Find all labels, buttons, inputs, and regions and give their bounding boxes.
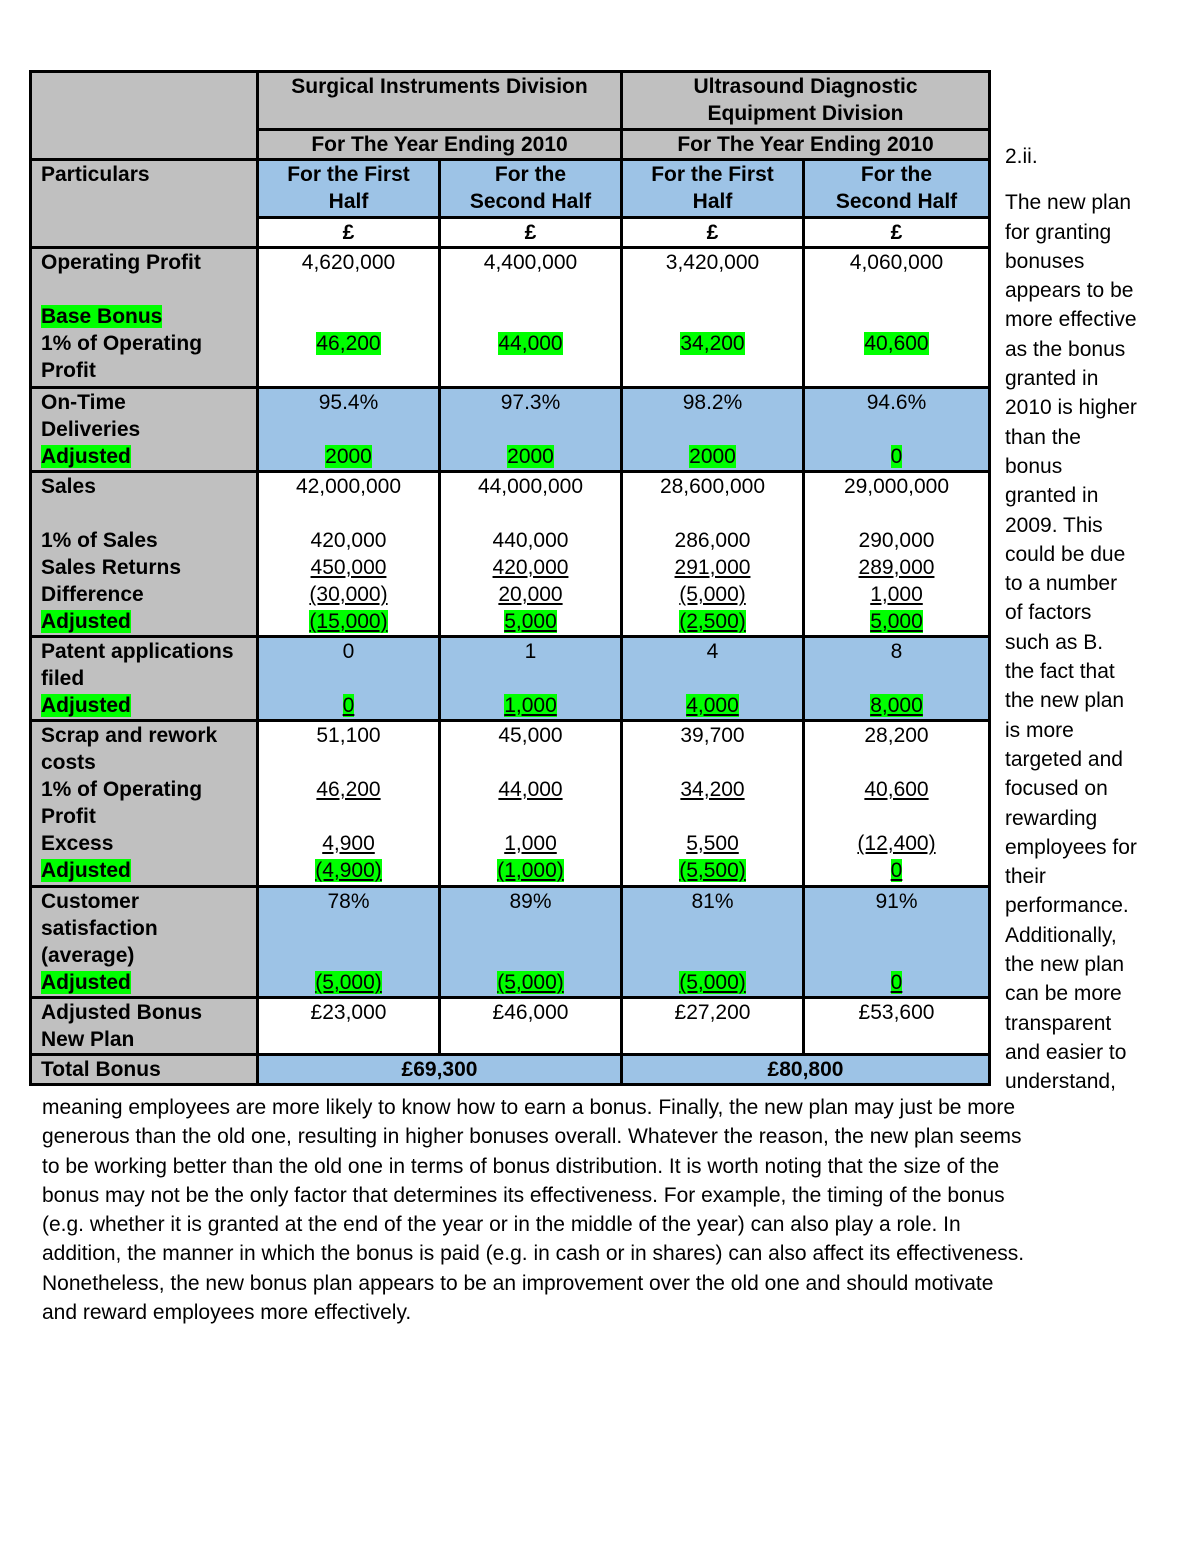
side-text-line: their [1005,865,1046,889]
header-division-row [31,72,990,130]
bottom-text-line: addition, the manner in which the bonus is paid (e.g. in cash or in shares) can also affect its effectiveness. [42,1242,1025,1266]
table-cell: 44,000,000 440,000 420,000 20,000 5,000 [440,472,622,637]
table-cell: 4,400,000 44,000 [440,248,622,388]
side-text-line: of factors [1005,601,1092,625]
side-text-line: the fact that [1005,660,1115,684]
table-cell: 4,620,000 46,200 [258,248,440,388]
table-cell: 78% (5,000) [258,887,440,998]
side-text-line: 2010 is higher [1005,396,1137,420]
side-text-line: is more [1005,718,1074,742]
division-2-name: Ultrasound Diagnostic Equipment Division [622,72,990,130]
operating-profit-row [31,248,990,388]
side-text-line: the new plan [1005,953,1125,977]
sales-label: Sales 1% of Sales Sales Returns Difference Adjusted [31,472,258,637]
scrap-rework-label: Scrap and rework costs 1% of Operating Profit Excess Adjusted [31,721,258,887]
total-bonus-division-1: £69,300 [258,1055,622,1085]
currency-label: £ [622,218,804,248]
table-cell: 97.3% 2000 [440,388,622,472]
table-cell: 8 8,000 [804,637,990,721]
table-cell: £46,000 [440,998,622,1055]
currency-label: £ [440,218,622,248]
on-time-deliveries-label: On-Time Deliveries Adjusted [31,388,258,472]
period-header: For the Second Half [804,160,990,218]
side-text-line: more effective [1005,308,1137,332]
table-cell: 39,700 34,200 5,500 (5,500) [622,721,804,887]
currency-label: £ [258,218,440,248]
scrap-rework-row [31,721,990,887]
side-text-line: for granting [1005,220,1112,244]
on-time-deliveries-row [31,388,990,472]
currency-label: £ [804,218,990,248]
table-cell: 91% 0 [804,887,990,998]
side-text-line: such as B. [1005,630,1104,654]
total-bonus-row [31,1055,990,1085]
table-cell: 28,200 40,600 (12,400) 0 [804,721,990,887]
adjusted-bonus-row [31,998,990,1055]
division-1-name: Surgical Instruments Division [258,72,622,130]
particulars-header: Particulars [31,160,258,248]
customer-satisfaction-label: Customer satisfaction (average) Adjusted [31,887,258,998]
table-cell: 4 4,000 [622,637,804,721]
patents-label: Patent applications filed Adjusted [31,637,258,721]
side-text-line: understand, [1005,1070,1116,1094]
operating-profit-label: Operating Profit Base Bonus 1% of Operating Profit [31,248,258,388]
table-cell: 89% (5,000) [440,887,622,998]
bottom-text-line: meaning employees are more likely to know how to earn a bonus. Finally, the new plan may just be more [42,1096,1016,1119]
header-blank-cell [31,72,258,160]
table-cell: 3,420,000 34,200 [622,248,804,388]
side-text-line: bonuses [1005,249,1085,273]
bottom-commentary [42,1093,1182,1327]
side-text-line: to a number [1005,572,1118,596]
base-bonus-label: Base Bonus [41,305,163,328]
side-text-line: bonus [1005,454,1063,478]
total-bonus-division-2: £80,800 [622,1055,990,1085]
side-text-line: employees for [1005,835,1137,859]
table-cell: 51,100 46,200 4,900 (4,900) [258,721,440,887]
bottom-text-line: generous than the old one, resulting in higher bonuses overall. Whatever the reason, the new plan seems [42,1125,1022,1149]
side-text-line: 2009. This [1005,513,1103,537]
table-cell: 0 0 [258,637,440,721]
side-text-line: could be due [1005,542,1126,566]
side-text-line: focused on [1005,777,1108,801]
table-cell: £53,600 [804,998,990,1055]
customer-satisfaction-row [31,887,990,998]
side-text-line: can be more [1005,982,1122,1006]
period-header: For the First Half [622,160,804,218]
bottom-text-line: (e.g. whether it is granted at the end of the year or in the middle of the year) can also play a role. In [42,1213,961,1237]
division-1-year: For The Year Ending 2010 [258,130,622,160]
side-text-line: the new plan [1005,689,1125,713]
side-commentary-lines [1005,188,1190,1096]
bottom-text-line: Nonetheless, the new bonus plan appears to be an improvement over the old one and should motivate [42,1271,994,1295]
bottom-text-line: bonus may not be the only factor that determines its effectiveness. For example, the timing of the bonus [42,1183,1005,1207]
adjusted-bonus-label: Adjusted Bonus New Plan [31,998,258,1055]
period-header: For the Second Half [440,160,622,218]
table-cell: 45,000 44,000 1,000 (1,000) [440,721,622,887]
side-text-line: appears to be [1005,279,1134,303]
table-cell: 4,060,000 40,600 [804,248,990,388]
side-commentary [1005,142,1190,1097]
table-cell: £23,000 [258,998,440,1055]
side-text-line: granted in [1005,367,1099,391]
table-cell: 28,600,000 286,000 291,000 (5,000) (2,500) [622,472,804,637]
division-2-year: For The Year Ending 2010 [622,130,990,160]
bonus-comparison-table [29,70,991,1086]
table-cell: 1 1,000 [440,637,622,721]
table-cell: 95.4% 2000 [258,388,440,472]
patents-row [31,637,990,721]
side-text-line: as the bonus [1005,337,1126,361]
sales-row [31,472,990,637]
table-cell: 94.6% 0 [804,388,990,472]
side-text-line: Additionally, [1005,923,1117,947]
total-bonus-label: Total Bonus [31,1055,258,1085]
section-heading: 2.ii. [1005,145,1038,168]
table-cell: 29,000,000 290,000 289,000 1,000 5,000 [804,472,990,637]
header-period-row [31,160,990,218]
side-text-line: performance. [1005,894,1129,918]
side-text-line: transparent [1005,1011,1112,1035]
side-text-line: and easier to [1005,1040,1127,1064]
side-text-line: targeted and [1005,747,1123,771]
side-text-line: granted in [1005,484,1099,508]
side-text-line: than the [1005,425,1081,449]
table-cell: 98.2% 2000 [622,388,804,472]
side-text-line: rewarding [1005,806,1098,830]
period-header: For the First Half [258,160,440,218]
side-text-line: The new plan [1005,191,1132,215]
bottom-text-line: to be working better than the old one in terms of bonus distribution. It is worth noting that the size of the [42,1154,1000,1178]
table-cell: 81% (5,000) [622,887,804,998]
table-cell: 42,000,000 420,000 450,000 (30,000) (15,000) [258,472,440,637]
bottom-text-line: and reward employees more effectively. [42,1301,412,1325]
table-cell: £27,200 [622,998,804,1055]
